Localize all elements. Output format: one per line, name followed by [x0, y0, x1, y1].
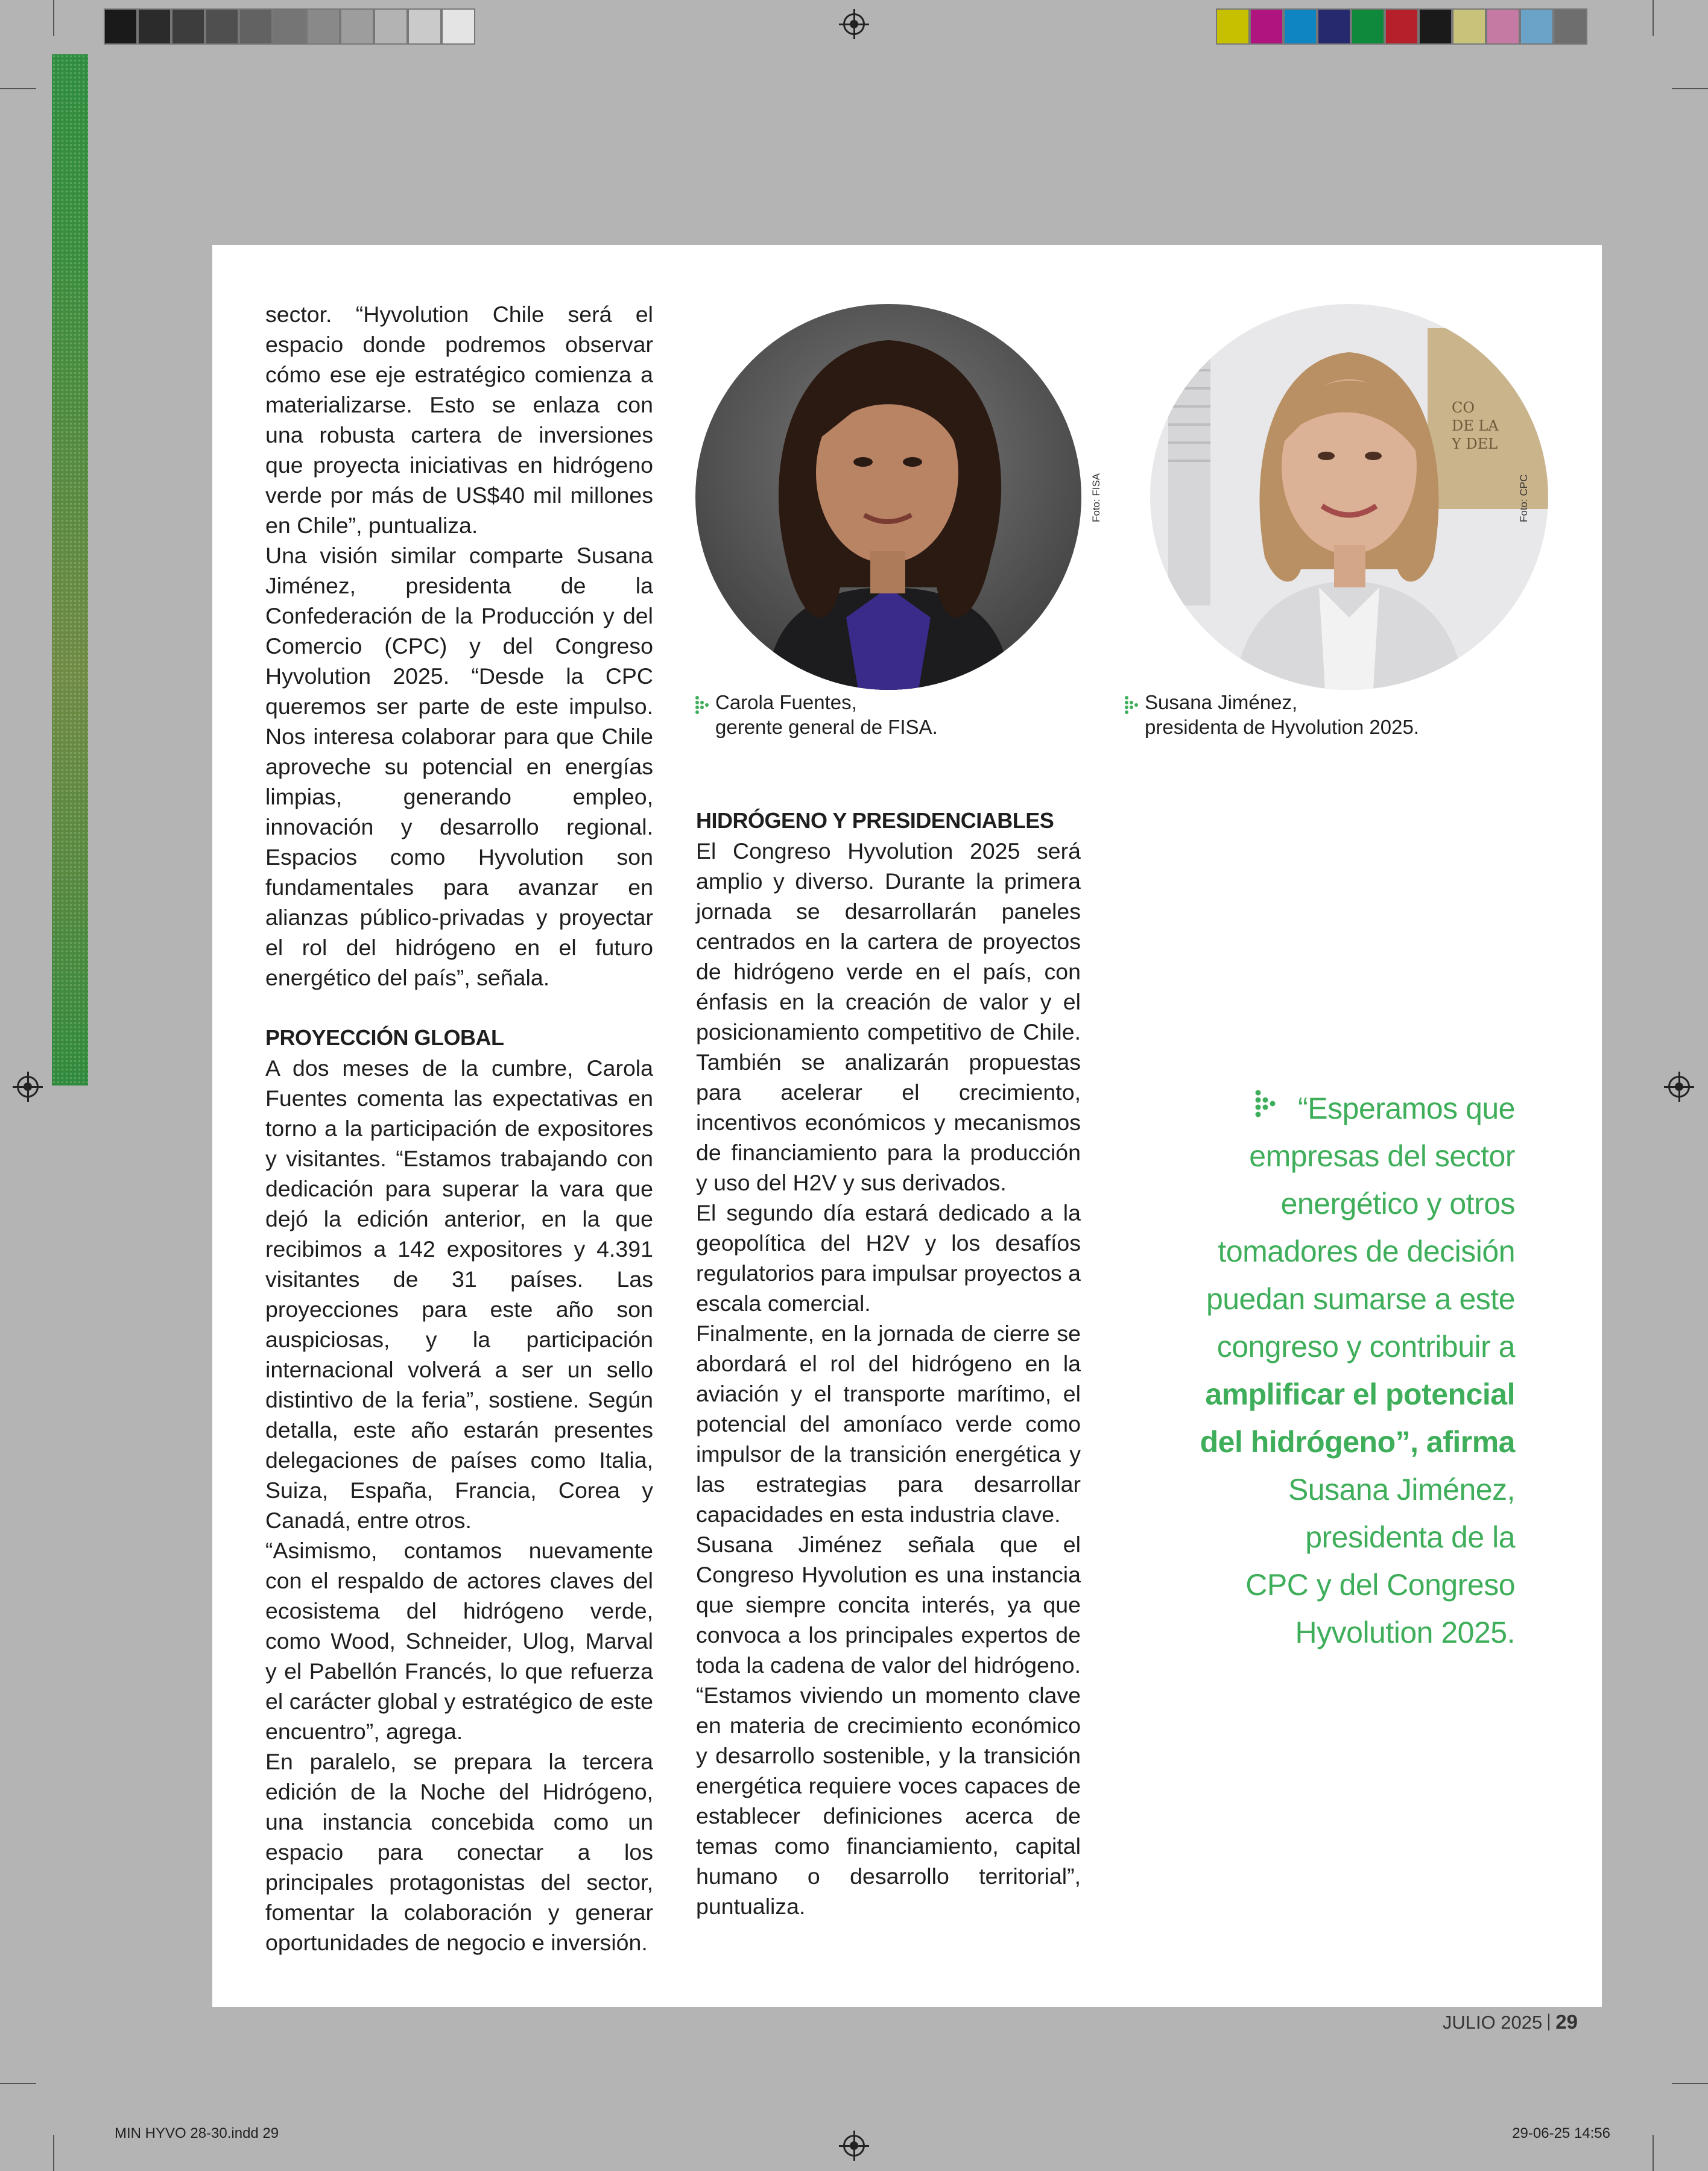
- registration-mark-left: [17, 1076, 39, 1098]
- color-swatch: [1486, 8, 1520, 45]
- color-swatch: [205, 8, 239, 45]
- caption-name: Carola Fuentes,: [715, 691, 857, 713]
- quote-attribution: CPC y del Congreso: [1245, 1568, 1515, 1602]
- article-page: [212, 245, 1602, 2007]
- photo-caption-susana: [1145, 690, 1419, 739]
- color-swatch: [1216, 8, 1250, 45]
- color-swatch: [1283, 8, 1317, 45]
- color-swatch: [441, 8, 475, 45]
- background-sign-text: CO: [1452, 399, 1475, 416]
- file-slug: MIN HYVO 28-30.indd 29: [115, 2125, 279, 2141]
- trim-mark: [1672, 2083, 1708, 2084]
- trim-mark: [1653, 2135, 1654, 2171]
- color-swatch: [1419, 8, 1452, 45]
- color-swatch: [138, 8, 171, 45]
- photo-credit: Foto: CPC: [1518, 474, 1529, 522]
- color-swatch: [1554, 8, 1587, 45]
- color-swatch: [171, 8, 205, 45]
- portrait-photo-carola-fuentes: [695, 304, 1081, 690]
- paragraph: A dos meses de la cumbre, Carola Fuentes comenta las expectativas en torno a la participación de expositores y visitantes. “Estamos trabajando con dedicación para superar la vara que dejó la edición anterior, en la que recibimos a 142 expositores y 4.391 visitantes de 31 países. Las proyecciones para este año son auspiciosas, y la participación internacional volverá a ser un sello distintivo de la feria”, sostiene. Según detalla, este año estarán presentes delegaciones de países como Italia, Suiza, España, Francia, Corea y Canadá, entre otros.: [265, 1055, 653, 1533]
- page-folio: [1443, 2011, 1578, 2034]
- quote-line: “Esperamos que: [1298, 1092, 1515, 1125]
- paragraph: Finalmente, en la jornada de cierre se abordará el rol del hidrógeno en la aviación y el transporte marítimo, el potencial del amoníaco verde como impulsor de la transición energética y las estrategias para desarrollar capacidades en esta industria clave.: [696, 1321, 1081, 1527]
- quote-line-bold: del hidrógeno”, afirma: [1200, 1425, 1515, 1459]
- trim-mark: [1672, 88, 1708, 89]
- trim-mark: [0, 88, 36, 89]
- color-swatch: [374, 8, 408, 45]
- process-color-bar: [1216, 8, 1587, 45]
- print-timestamp: 29-06-25 14:56: [1512, 2125, 1610, 2141]
- quote-line-bold: amplificar el potencial: [1205, 1377, 1515, 1411]
- paragraph: Una visión similar comparte Susana Jiménez, presidenta de la Confederación de la Producción y del Comercio (CPC) y del Congreso Hyvolution 2025. “Desde la CPC queremos ser parte de este impulso. Nos interesa colaborar para que Chile aproveche su potencial en energías limpias, generando empleo, innovación y desarrollo regional. Espacios como Hyvolution son fundamentales para avanzar en alianzas público-privadas y proyectar el rol del hidrógeno en el futuro energético del país”, señala.: [265, 543, 653, 990]
- paragraph: El segundo día estará dedicado a la geopolítica del H2V y los desafíos regulatorios para impulsar proyectos a escala comercial.: [696, 1200, 1081, 1316]
- color-swatch: [306, 8, 340, 45]
- quote-line: puedan sumarse a este: [1206, 1282, 1515, 1316]
- trim-mark: [53, 0, 54, 36]
- text-column-middle: [696, 806, 1081, 1921]
- caption-name: Susana Jiménez,: [1145, 691, 1298, 713]
- bullet-dots-icon: [695, 695, 710, 717]
- paragraph: Susana Jiménez señala que el Congreso Hyvolution es una instancia que siempre concita interés, ya que convoca a los principales expertos de toda la cadena de valor del hidrógeno. “Estamos viviendo un momento clave en materia de crecimiento económico y desarrollo sostenible, y la transición energética requiere voces capaces de establecer definiciones acerca de temas como financiamiento, capital humano o desarrollo territorial”, puntualiza.: [696, 1532, 1081, 1919]
- caption-role: gerente general de FISA.: [715, 716, 938, 738]
- color-swatch: [408, 8, 441, 45]
- quote-line: empresas del sector: [1249, 1139, 1515, 1173]
- page-number: 29: [1555, 2011, 1578, 2033]
- quote-line: congreso y contribuir a: [1216, 1330, 1515, 1364]
- section-heading: PROYECCIÓN GLOBAL: [265, 1025, 504, 1050]
- pull-quote: [1141, 1085, 1515, 1657]
- paragraph: “Asimismo, contamos nuevamente con el respaldo de actores claves del ecosistema del hidrógeno verde, como Wood, Schneider, Ulog, Marval y el Pabellón Francés, lo que refuerza el carácter global y estratégico de este encuentro”, agrega.: [265, 1538, 653, 1744]
- bullet-dots-icon: [1124, 695, 1140, 717]
- registration-mark-bottom: [843, 2135, 865, 2157]
- color-swatch: [273, 8, 306, 45]
- paragraph: sector. “Hyvolution Chile será el espacio donde podremos observar cómo ese eje estratégico comienza a materializarse. Esto se enlaza con una robusta cartera de inversiones que proyecta iniciativas en hidrógeno verde por más de US$40 mil millones en Chile”, puntualiza.: [265, 302, 653, 538]
- photo-caption-carola: [715, 690, 938, 739]
- text-column-left: [265, 299, 653, 1958]
- issue-date: JULIO 2025: [1442, 2012, 1543, 2033]
- photo-credit: Foto: FISA: [1090, 473, 1102, 522]
- caption-role: presidenta de Hyvolution 2025.: [1145, 716, 1419, 738]
- quote-line: tomadores de decisión: [1218, 1234, 1515, 1268]
- quote-attribution: presidenta de la: [1305, 1520, 1515, 1554]
- section-heading: HIDRÓGENO Y PRESIDENCIABLES: [696, 808, 1054, 833]
- color-swatch: [1250, 8, 1283, 45]
- color-swatch: [239, 8, 273, 45]
- quote-line: energético y otros: [1280, 1187, 1515, 1221]
- color-swatch: [1351, 8, 1385, 45]
- color-swatch: [1385, 8, 1419, 45]
- background-sign-text: Y DEL: [1452, 435, 1498, 452]
- quote-attribution: Susana Jiménez,: [1288, 1473, 1515, 1506]
- registration-mark-right: [1668, 1076, 1690, 1098]
- color-swatch: [1452, 8, 1486, 45]
- registration-mark-top: [843, 13, 865, 35]
- trim-mark: [1653, 0, 1654, 36]
- folio-separator: [1548, 2014, 1549, 2030]
- trim-mark: [0, 2083, 36, 2084]
- trim-mark: [53, 2135, 54, 2171]
- green-texture-strip: [52, 54, 88, 1086]
- color-swatch: [104, 8, 138, 45]
- grayscale-color-bar: [104, 8, 475, 45]
- quote-attribution: Hyvolution 2025.: [1295, 1616, 1515, 1649]
- paragraph: En paralelo, se prepara la tercera edición de la Noche del Hidrógeno, una instancia concebida como un espacio para conectar a los principales protagonistas del sector, fomentar la colaboración y generar oportunidades de negocio e inversión.: [265, 1749, 653, 1955]
- background-sign-text: DE LA: [1452, 417, 1499, 434]
- color-swatch: [1317, 8, 1351, 45]
- color-swatch: [1520, 8, 1554, 45]
- portrait-photo-susana-jimenez: [1150, 304, 1548, 690]
- color-swatch: [340, 8, 374, 45]
- paragraph: El Congreso Hyvolution 2025 será amplio y diverso. Durante la primera jornada se desarrollarán paneles centrados en la cartera de proyectos de hidrógeno verde en el país, con énfasis en la creación de valor y el posicionamiento competitivo de Chile. También se analizarán propuestas para acelerar el crecimiento, incentivos económicos y mecanismos de financiamiento para la producción y uso del H2V y sus derivados.: [696, 838, 1081, 1195]
